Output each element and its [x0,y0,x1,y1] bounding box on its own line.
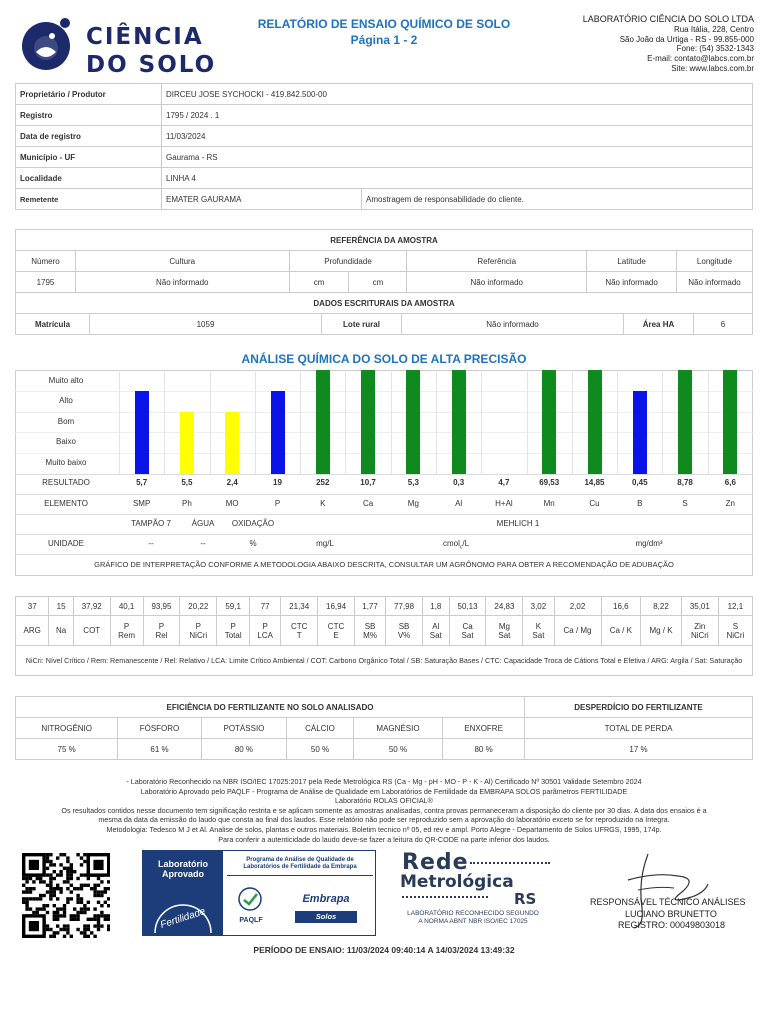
rede-dots [470,862,550,864]
element-name: SMP [132,499,151,508]
rede-metrologica-logo [398,852,558,932]
remetente-value: EMATER GAURAMA [162,189,362,210]
test-period: PERÍODO DE ENSAIO: 11/03/2024 09:40:14 A 14/03/2024 13:49:32 [253,945,515,955]
unit-label: UNIDADE [47,539,84,548]
info-label: Proprietário / Produtor [16,84,162,105]
ratios-legend: NiCri: Nível Crítico / Rem: Remanescente / Rel: Relativo / LCA: Limite Crítico Ambiental / COT: Carbono Orgânico Total / SB: Saturação Bases / CTC: Capacidade Troca de Cátions Total e Efetiva / ARG: Argila / Sat: Saturação [16,646,753,676]
bar-s [678,370,692,474]
level-label: Baixo [55,437,76,446]
bar-ca [361,370,375,474]
signature-registration: REGISTRO: 00049803018 [618,920,726,931]
nutrient-efficiency: 61 % [118,739,201,760]
ratio-label: P Rem [110,616,143,646]
divider [15,514,753,515]
info-value: LINHA 4 [162,168,753,189]
signature-role: RESPONSÁVEL TÉCNICO ANÁLISES [590,897,746,907]
level-label: Bom [57,417,75,426]
info-label: Data de registro [16,126,162,147]
column-divider [662,370,663,474]
ratio-labels-row [16,616,753,646]
column-divider [119,370,120,474]
unit-smp: -- [148,539,154,548]
info-label: Registro [16,105,162,126]
element-name: H+Al [495,499,513,508]
ratio-values-row [16,597,753,616]
lab-contact [583,15,754,74]
unit-p-k: mg/L [316,539,334,548]
element-name: Mg [407,499,419,508]
badge-line1: Laboratório [157,859,208,869]
ratio-label: Na [49,616,73,646]
ratio-label: P LCA [250,616,281,646]
column-divider [210,370,211,474]
bar-cu [588,370,602,474]
remetente-row [16,189,753,210]
lote-label: Lote rural [322,314,402,335]
lab-phone: Fone: (54) 3532-1343 [676,44,754,54]
paqlf-icon [233,885,267,915]
result-value: 10,7 [360,478,376,487]
level-label: Alto [59,396,73,405]
divider [227,875,373,876]
sample-reference-table [15,229,753,293]
column-divider [300,370,301,474]
element-name: MO [225,499,239,508]
nutrient-name: FÓSFORO [118,718,201,739]
unit-ph: -- [200,539,206,548]
badge-program [227,857,373,871]
result-value: 5,3 [407,478,419,487]
sample-culture: Não informado [75,272,289,293]
footer-line: Os resultados contidos nesse documento tem significação restrita e se aplicam somente as amostras analisadas, contra provas permaneceram a disposição do cliente por 30 dias. A data dos ensaios é a [61,805,707,815]
result-value: 5,7 [136,478,148,487]
lab-city: São João da Urtiga - RS - 99.855-000 [619,34,754,44]
ratio-label: K Sat [523,616,554,646]
info-value: DIRCEU JOSE SYCHOCKI - 419.842.500-00 [162,84,753,105]
logo-line1: CIÊNCIA [86,24,204,50]
divider [15,494,753,495]
bar-mo [225,412,239,474]
column-divider [617,370,618,474]
page-indicator: Página 1 - 2 [350,33,418,47]
ratio-label: CTC T [281,616,318,646]
fertilizer-table [15,696,753,760]
element-name: Ph [182,499,192,508]
signature-name: LUCIANO BRUNETTO [625,908,717,919]
bar-mn [542,370,556,474]
info-value: Gaurama - RS [162,147,753,168]
sample-ref-title: REFERÊNCIA DA AMOSTRA [16,230,753,251]
badge-ring-text: Fertilidade [159,906,207,931]
ratio-value: 15 [49,597,73,616]
nutrient-name: POTÁSSIO [201,718,287,739]
method-tampao: TAMPÃO 7 [131,519,171,528]
unit-micro: mg/dm³ [635,539,663,548]
ratio-value: 37,92 [73,597,110,616]
result-value: 8,78 [677,478,693,487]
matricula-label: Matrícula [16,314,90,335]
sample-reference: Não informado [407,272,587,293]
bar-p [271,391,285,474]
bar-mg [406,370,420,474]
column-divider [255,370,256,474]
ratio-value: 35,01 [681,597,718,616]
method-mehlich: MEHLICH 1 [496,519,540,528]
remetente-label: Remetente [16,189,162,210]
lote-value: Não informado [402,314,624,335]
info-row [16,147,753,168]
waste-label: TOTAL DE PERDA [525,718,753,739]
column-divider [572,370,573,474]
result-value: 0,3 [453,478,465,487]
rede-line2: Metrológica [400,872,514,892]
column-divider [345,370,346,474]
result-value: 0,45 [631,478,648,487]
ratio-value: 24,83 [486,597,523,616]
footer-notes [15,777,753,844]
col-header: Referência [407,251,587,272]
ratio-label: P Total [217,616,250,646]
col-header: Número [16,251,76,272]
column-divider [481,370,482,474]
nutrient-name: ENXOFRE [443,718,525,739]
ratio-label: Al Sat [422,616,449,646]
qr-code[interactable] [20,852,110,938]
bar-ph [180,412,194,474]
ratio-value: 3,02 [523,597,554,616]
nutrient-efficiency: 75 % [16,739,118,760]
paqlf-badge [142,850,376,936]
info-row [16,84,753,105]
bar-al [452,370,466,474]
ratios-table [15,596,753,676]
method-agua: ÁGUA [191,519,215,528]
ratio-label: P Rel [143,616,180,646]
column-divider [391,370,392,474]
rede-sub-line: LABORATÓRIO RECONHECIDO SEGUNDO [407,910,539,917]
lab-address: Rua Itália, 228, Centro [673,24,754,34]
element-name: Al [455,499,463,508]
owner-info-table [15,83,753,210]
divider [15,554,753,555]
divider [15,534,753,535]
result-label: RESULTADO [42,478,90,487]
depth-from: cm [289,272,349,293]
info-value: 11/03/2024 [162,126,753,147]
waste-title: DESPERDÍCIO DO FERTILIZANTE [525,697,753,718]
lab-name: LABORATÓRIO CIÊNCIA DO SOLO LTDA [582,14,754,24]
ratio-value: 50,13 [449,597,486,616]
bar-smp [135,391,149,474]
nutrient-efficiency: 50 % [287,739,354,760]
element-name: Mn [543,499,555,508]
ratio-label: SB V% [386,616,423,646]
ratio-value: 16,6 [601,597,641,616]
ratio-value: 93,95 [143,597,180,616]
ratio-label: Mg Sat [486,616,523,646]
ratio-value: 16,94 [318,597,355,616]
remetente-note: Amostragem de responsabilidade do cliente. [362,189,753,210]
rede-line1: Rede [402,850,469,875]
result-value: 5,5 [181,478,193,487]
info-row [16,105,753,126]
element-name: Cu [589,499,600,508]
result-value: 2,4 [226,478,238,487]
ratio-value: 1,8 [422,597,449,616]
element-name: Ca [362,499,374,508]
rede-subtitle [398,910,548,926]
element-label: ELEMENTO [44,499,88,508]
ratio-label: SB M% [354,616,385,646]
depth-to: cm [349,272,407,293]
ratio-value: 37 [16,597,49,616]
deed-title: DADOS ESCRITURAIS DA AMOSTRA [16,293,753,314]
method-oxidacao: OXIDAÇÃO [231,519,275,528]
info-value: 1795 / 2024 . 1 [162,105,753,126]
ratio-value: 59,1 [217,597,250,616]
badge-line2: Aprovado [161,869,204,879]
ratio-value: 77,98 [386,597,423,616]
result-value: 4,7 [498,478,510,487]
footer-line: Metodologia: Tedesco M J et Al. Analise de solos, plantas e outros materiais. Boletim tecnico nº 05, ed rev e ampl. Porto Alegre - Departamento de Solos UFRGS, 1995, 174p. [106,824,662,834]
col-header: Longitude [677,251,753,272]
element-name: K [320,499,326,508]
nutrient-efficiency: 50 % [353,739,442,760]
technical-responsible [590,897,746,932]
nutrient-efficiency: 80 % [443,739,525,760]
badge-panel [143,851,223,935]
ratio-value: 8,22 [641,597,682,616]
ratio-value: 2,02 [554,597,601,616]
result-value: 252 [316,478,330,487]
info-label: Município - UF [16,147,162,168]
report-title: RELATÓRIO DE ENSAIO QUÍMICO DE SOLO [257,17,511,31]
embrapa-solos: Solos [295,911,357,923]
ratio-label: Mg / K [641,616,682,646]
analysis-title: ANÁLISE QUÍMICA DO SOLO DE ALTA PRECISÃO [241,352,527,366]
col-header: Latitude [587,251,677,272]
col-header: Cultura [75,251,289,272]
fertilizer-title: EFICIÊNCIA DO FERTILIZANTE NO SOLO ANALISADO [16,697,525,718]
element-name: Zn [725,499,736,508]
bar-zn [723,370,737,474]
element-name: S [682,499,688,508]
nutrient-name: MAGNÉSIO [353,718,442,739]
column-divider [708,370,709,474]
footer-line: Para conferir a autenticidade do laudo deve-se fazer a leitura do QR-CODE na parte inferior dos laudos. [218,834,550,844]
footer-line: mesma da data da emissão do laudo que consta ao final dos laudos. Esse relatório não pode ser reproduzido sem a aprovação do laboratório exceto se for reproduzido na íntegra. [98,815,670,825]
matricula-value: 1059 [90,314,322,335]
unit-cmol: cmol$_c$/L [442,539,470,551]
ratio-value: 77 [250,597,281,616]
graph-note: GRÁFICO DE INTERPRETAÇÃO CONFORME A METODOLOGIA ABAIXO DESCRITA, CONSULTAR UM AGRÔNOMO PARA OBTER A RECOMENDAÇÃO DE ADUBAÇÃO [94,560,674,569]
nutrient-name: CÁLCIO [287,718,354,739]
sample-number: 1795 [16,272,76,293]
divider [15,474,753,475]
rede-dots [402,896,488,898]
footer-line: Laboratório Aprovado pelo PAQLF - Programa de Análise de Qualidade em Laboratórios de Fertilidade da EMBRAPA SOLOS parâmetros FERTILIDADE [140,786,628,796]
nutrient-name: NITROGÊNIO [16,718,118,739]
info-row [16,126,753,147]
result-value: 69,53 [539,478,560,487]
column-divider [436,370,437,474]
ratio-label: S NiCri [718,616,752,646]
ratio-value: 20,22 [180,597,217,616]
result-value: 19 [273,478,282,487]
info-label: Localidade [16,168,162,189]
footer-line: Laboratório ROLAS OFICIAL® [335,796,433,806]
waste-value: 17 % [525,739,753,760]
info-row [16,168,753,189]
ratio-value: 1,77 [354,597,385,616]
footer-line: - Laboratório Reconhecido na NBR ISO/IEC 17025:2017 pela Rede Metrológica RS (Ca - Mg - pH - MO - P - K - Al) Certificado Nº 30501 Validade Setembro 2024 [126,777,642,786]
deed-data-table [15,292,753,335]
bar-k [316,370,330,474]
paqlf-label: PAQLF [239,917,263,924]
ratio-label: CTC E [318,616,355,646]
col-header: Profundidade [289,251,407,272]
logo-dot [60,18,70,28]
sample-latitude: Não informado [587,272,677,293]
ratio-label: P NiCri [180,616,217,646]
area-value: 6 [694,314,753,335]
area-label: Área HA [624,314,694,335]
lab-site[interactable]: Site: www.labcs.com.br [671,63,754,73]
logo-mark [22,22,70,70]
bar-b [633,391,647,474]
column-divider [527,370,528,474]
lab-email[interactable]: E-mail: contato@labcs.com.br [647,54,754,64]
unit-mo: % [249,539,257,548]
ratio-label: COT [73,616,110,646]
logo-line2: DO SOLO [86,52,217,78]
nutrient-efficiency: 80 % [201,739,287,760]
level-label: Muito alto [48,376,84,385]
ratio-label: ARG [16,616,49,646]
column-divider [164,370,165,474]
element-name: B [637,499,643,508]
result-value: 6,6 [724,478,736,487]
rede-rs: RS [514,890,537,908]
rede-sub-line: A NORMA ABNT NBR ISO/IEC 17025 [418,918,528,925]
ratio-value: 12,1 [718,597,752,616]
result-value: 14,85 [584,478,605,487]
badge-program-line: Programa de Análise de Qualidade de [246,857,354,863]
ratio-label: Ca Sat [449,616,486,646]
badge-program-line: Laboratórios de Fertilidade da Embrapa [243,864,357,870]
ratio-value: 21,34 [281,597,318,616]
embrapa-logo: Embrapa [302,893,350,905]
sample-longitude: Não informado [677,272,753,293]
level-label: Muito baixo [45,458,87,467]
ratio-label: Ca / Mg [554,616,601,646]
soil-analysis-chart [15,370,753,576]
element-name: P [274,499,281,508]
ratio-label: Ca / K [601,616,641,646]
ratio-value: 40,1 [110,597,143,616]
ratio-label: Zin NiCri [681,616,718,646]
